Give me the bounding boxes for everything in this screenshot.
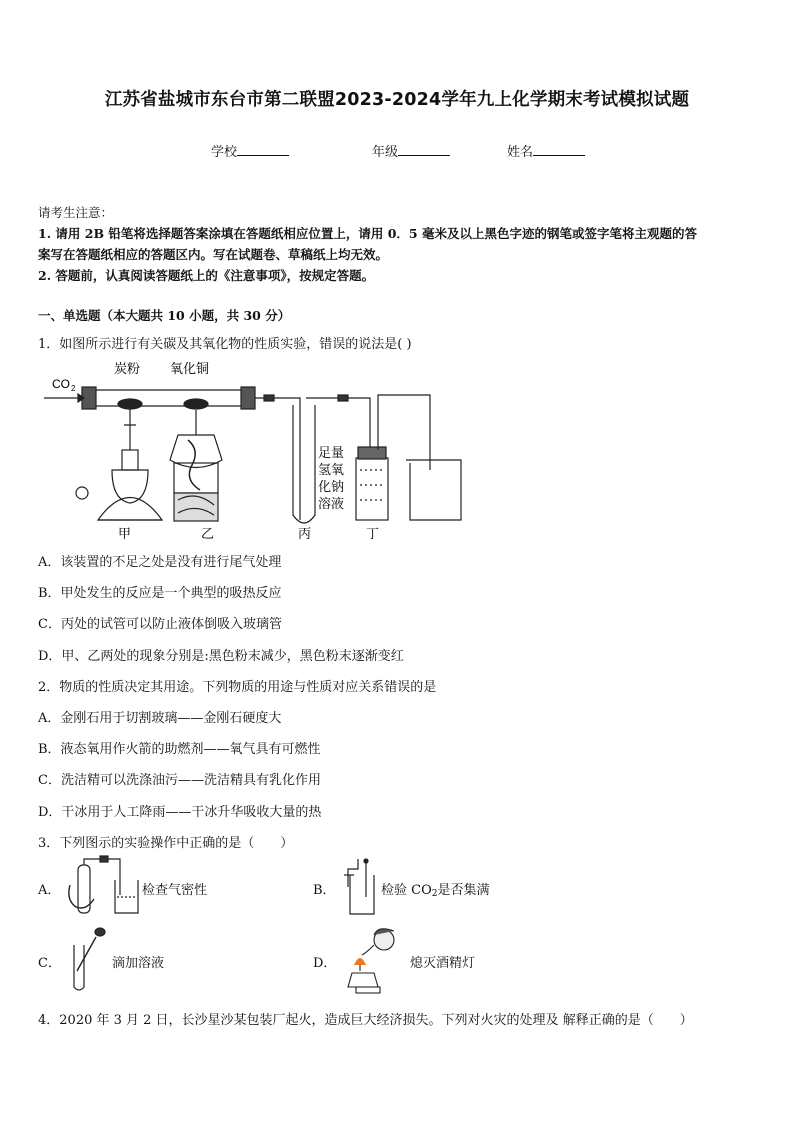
naoh-label-4: 溶液 bbox=[318, 497, 345, 512]
yi-label: 乙 bbox=[201, 527, 215, 542]
q3-option-d-letter[interactable]: D． bbox=[313, 956, 337, 971]
school-label: 学校 bbox=[211, 145, 238, 160]
q2-stem: 2．物质的性质决定其用途。下列物质的用途与性质对应关系错误的是 bbox=[38, 680, 437, 695]
school-blank[interactable] bbox=[237, 143, 289, 156]
name-label: 姓名 bbox=[507, 145, 534, 160]
naoh-label-2: 氢氧 bbox=[318, 463, 345, 478]
q3-option-c-text: 滴加溶液 bbox=[112, 956, 165, 971]
q3-stem: 3．下列图示的实验操作中正确的是（ ） bbox=[38, 836, 294, 851]
q3-option-a-text: 检查气密性 bbox=[142, 883, 208, 898]
q3-option-c-letter[interactable]: C． bbox=[38, 956, 61, 971]
q1-option-a[interactable]: A．该装置的不足之处是没有进行尾气处理 bbox=[38, 555, 282, 570]
co2-sub: 2 bbox=[71, 384, 76, 393]
q3-option-b-text-sub: 2 bbox=[431, 889, 438, 899]
q3-option-a-letter[interactable]: A． bbox=[38, 883, 61, 898]
notice-item1-line1: 1. 请用 2B 铅笔将选择题答案涂填在答题纸相应位置上，请用 0．5 毫米及以上黑色字迹的钢笔或签字笔将主观题的答 bbox=[38, 226, 697, 241]
page-title: 江苏省盐城市东台市第二联盟2023-2024学年九上化学期末考试模拟试题 bbox=[104, 90, 690, 110]
q2-option-c[interactable]: C．洗洁精可以洗涤油污——洗洁精具有乳化作用 bbox=[38, 773, 321, 788]
name-field bbox=[507, 141, 585, 160]
glass-tube bbox=[88, 390, 248, 406]
dropper-figure bbox=[64, 925, 110, 993]
ding-label: 丁 bbox=[366, 527, 380, 542]
q3-option-b-text-post: 是否集满 bbox=[437, 883, 490, 898]
carbon-label: 炭粉 bbox=[114, 362, 141, 377]
q2-option-d[interactable]: D．干冰用于人工降雨——干冰升华吸收大量的热 bbox=[38, 805, 322, 820]
school-field bbox=[211, 141, 289, 160]
grade-field bbox=[372, 141, 450, 160]
q1-stem: 1．如图所示进行有关碳及其氧化物的性质实验，错误的说法是( ) bbox=[38, 337, 412, 352]
naoh-label-3: 化钠 bbox=[318, 480, 345, 495]
q4-stem: 4．2020 年 3 月 2 日，长沙星沙某包装厂起火，造成巨大经济损失。下列对火灾的处理及 解释正确的是（ ） bbox=[38, 1013, 693, 1028]
grade-blank[interactable] bbox=[398, 143, 450, 156]
beaker bbox=[406, 460, 461, 520]
naoh-label-1: 足量 bbox=[318, 446, 345, 461]
q1-option-c[interactable]: C．丙处的试管可以防止液体倒吸入玻璃管 bbox=[38, 617, 282, 632]
notice-item2: 2. 答题前，认真阅读答题纸上的《注意事项》，按规定答题。 bbox=[38, 268, 375, 283]
q3-option-b-text-pre: 检验 CO bbox=[381, 883, 432, 898]
alcohol-lamp-figure bbox=[338, 925, 406, 997]
co2-label: CO bbox=[52, 377, 70, 391]
notice-item1-line2: 案写在答题纸相应的答题区内。写在试题卷、草稿纸上均无效。 bbox=[38, 247, 389, 262]
airtightness-check-figure bbox=[60, 855, 140, 917]
name-blank[interactable] bbox=[533, 143, 585, 156]
copper-oxide-label: 氧化铜 bbox=[170, 362, 210, 377]
section-heading: 一、单选题（本大题共 10 小题，共 30 分） bbox=[38, 308, 291, 323]
q1-option-d[interactable]: D．甲、乙两处的现象分别是:黑色粉末减少，黑色粉末逐渐变红 bbox=[38, 649, 404, 664]
jia-label: 甲 bbox=[118, 527, 132, 542]
q3-option-d-text: 熄灭酒精灯 bbox=[410, 956, 476, 971]
q2-option-b[interactable]: B．液态氧用作火箭的助燃剂——氧气具有可燃性 bbox=[38, 742, 321, 757]
co2-check-figure bbox=[340, 857, 378, 917]
bottle-ding bbox=[356, 458, 388, 520]
q2-option-a[interactable]: A．金刚石用于切割玻璃——金刚石硬度大 bbox=[38, 711, 282, 726]
q1-apparatus-figure bbox=[38, 355, 468, 545]
q1-option-b[interactable]: B．甲处发生的反应是一个典型的吸热反应 bbox=[38, 586, 282, 601]
test-tube-bing bbox=[293, 405, 315, 523]
bing-label: 丙 bbox=[298, 527, 312, 542]
copper-oxide-powder bbox=[184, 399, 208, 409]
q3-option-b-letter[interactable]: B． bbox=[313, 883, 336, 898]
q3-option-b-text bbox=[381, 879, 490, 899]
notice-heading: 请考生注意： bbox=[38, 205, 114, 220]
grade-label: 年级 bbox=[372, 145, 399, 160]
